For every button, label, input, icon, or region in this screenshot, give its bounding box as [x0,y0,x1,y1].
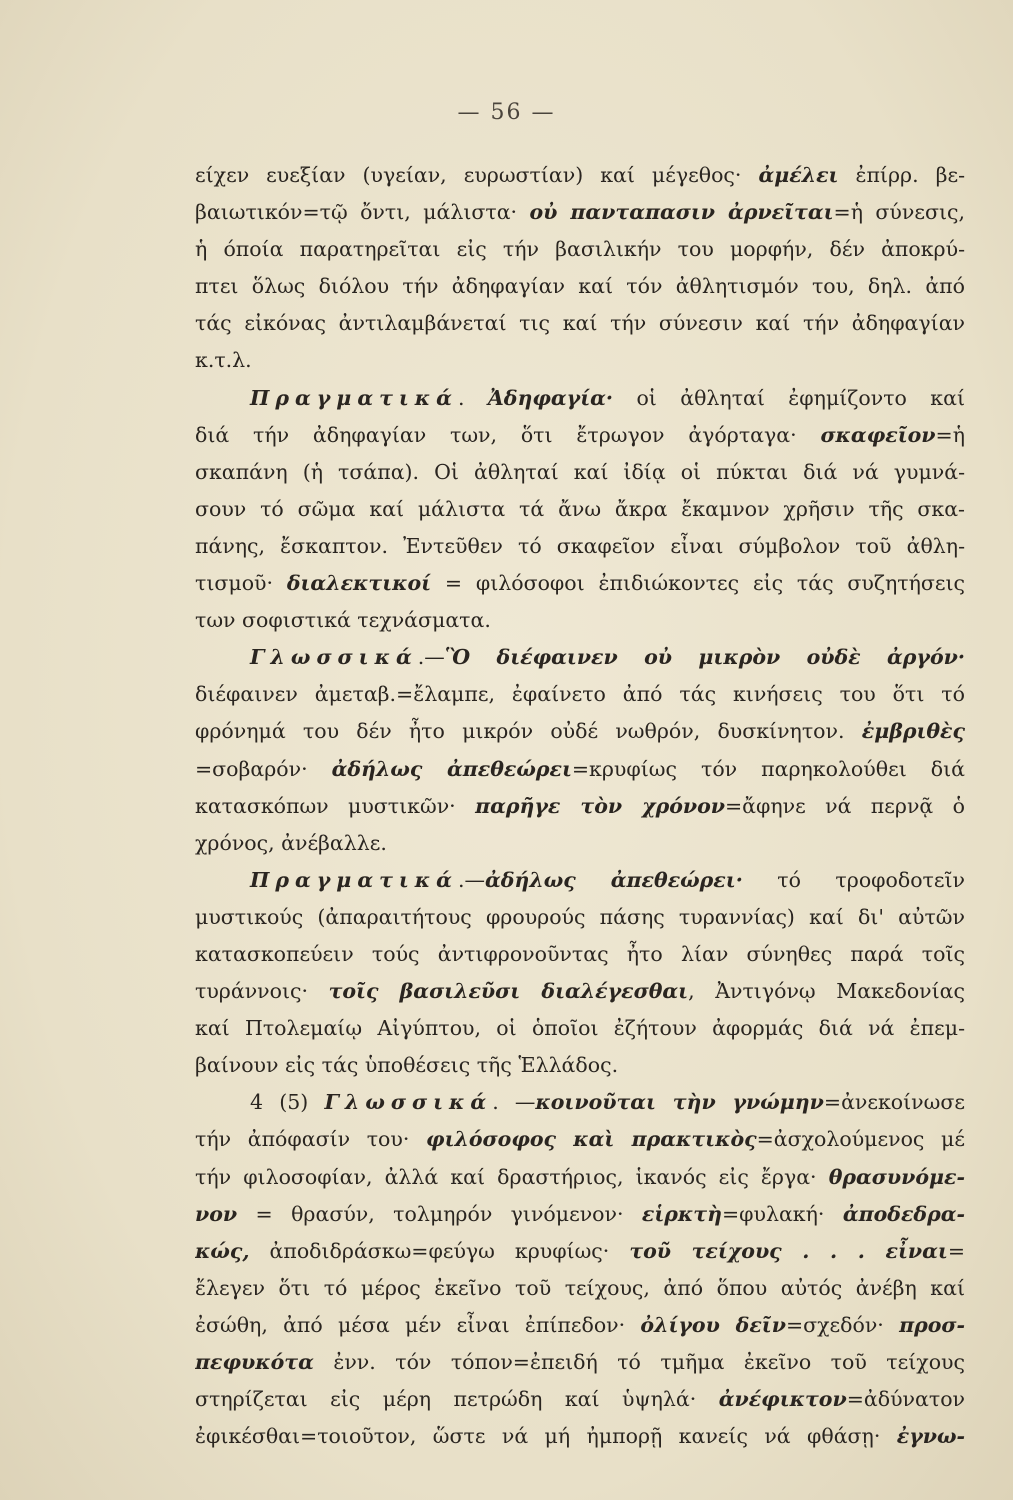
emphasis-term: διαλεκτικοί [286,571,432,596]
emphasis-term: θρασυνόμε- [828,1164,965,1189]
text-run: =φυλακή· [721,1201,843,1226]
text-line [195,973,965,1010]
emphasis-term: Ὃ διέφαινεν οὐ μικρὸν οὐδὲ ἀργόν· [444,645,965,670]
text-run: κ.τ.λ. [195,348,252,373]
text-run: καί Πτολεμαίῳ Αἰγύπτου, οἱ ὁποῖοι ἐζήτουν ἀφορμάς διά νά ἐπεμ- [195,1016,965,1041]
text-line [195,1010,965,1047]
text-line [195,1381,965,1418]
text-line [195,751,965,788]
text-run: = θρασύν, τολμηρόν γινόμενον· [237,1201,642,1226]
text-line [195,825,965,862]
emphasis-term: προσ- [899,1312,965,1337]
text-run: βαίνουν εἰς τάς ὑποθέσεις τῆς Ἑλλάδος. [195,1053,619,1078]
text-line [195,380,965,417]
text-run: ἡ όποία παρατηρεῖται εἰς τήν βασιλικήν του μορφήν, δέν ἀποκρύ- [195,237,965,262]
text-run: = [947,1238,965,1263]
emphasis-term: ἐμβριθὲς [861,719,965,744]
text-run: χρόνος, ἀνέβαλλε. [195,830,387,855]
text-run: . [457,385,488,410]
text-run: τάς εἰκόνας ἀντιλαμβάνεταί τις καί τήν σύνεσιν καί τήν ἀδηφαγίαν [195,311,965,336]
text-run: =ἡ [935,422,965,447]
emphasis-term: τοῖς βασιλεῦσι διαλέγεσθαι [328,979,689,1004]
text-run: βαιωτικόν=τῷ ὄντι, μάλιστα· [195,200,530,225]
text-run: τό τροφοδοτεῖν [742,867,965,892]
text-run: τισμοῦ· [195,571,287,596]
body-text [195,157,965,1455]
text-line [195,565,965,602]
text-run: μυστικούς (ἀπαραιτήτους φρουρούς πάσης τυραννίας) καί δι' αὐτῶν [195,904,965,929]
emphasis-term: ἀνέφικτον [718,1387,847,1412]
text-line [195,602,965,639]
text-run: πάνης, ἔσκαπτον. Ἐντεῦθεν τό σκαφεῖον εἶναι σύμβολον τοῦ ἀθλη- [195,533,965,558]
text-run: σουν τό σῶμα καί μάλιστα τά ἄνω ἄκρα ἔκαμνον χρῆσιν τῆς σκα- [195,496,965,521]
text-line [195,1196,965,1233]
text-run: .— [457,867,485,892]
emphasis-term: τοῦ τείχους . . . εἶναι [629,1238,948,1263]
emphasis-term: Γλωσσικά [324,1090,493,1115]
text-run: διά τήν ἀδηφαγίαν των, ὅτι ἔτρωγον ἀγόρταγα· [195,422,821,447]
text-line [195,342,965,379]
text-line [195,1233,965,1270]
text-run: . — [492,1090,536,1115]
text-line [195,639,965,676]
text-run: τυράννοις· [195,979,329,1004]
emphasis-term: ἐγνω- [896,1424,965,1449]
text-run: τήν ἀπόφασίν του· [195,1127,427,1152]
emphasis-term: παρῆγε τὸν χρόνον [475,793,725,818]
text-run: ἐσώθη, ἀπό μέσα μέν εἶναι ἐπίπεδον· [195,1312,641,1337]
emphasis-term: ἀμέλει [758,163,839,187]
text-line [195,1084,965,1121]
text-run: οἱ ἀθληταί ἐφημίζοντο καί [613,385,965,410]
text-run: στηρίζεται εἰς μέρη πετρώδη καί ὑψηλά· [195,1387,719,1412]
emphasis-term: ὀλίγου δεῖν [640,1312,786,1337]
text-line [195,1159,965,1196]
text-line [195,454,965,491]
emphasis-term: Πραγματικά [250,867,458,892]
emphasis-term: εἱρκτὴ [641,1201,722,1226]
text-line [195,1270,965,1307]
emphasis-term: κοινοῦται τὴν γνώμην [535,1090,824,1115]
text-run: πτει ὅλως διόλου τήν ἀδηφαγίαν καί τόν ἀθλητισμόν του, δηλ. ἀπό [195,274,965,299]
emphasis-term: Γλωσσικά [250,645,418,670]
text-line [195,417,965,454]
text-run: , Ἀντιγόνῳ Μακεδονίας [688,979,965,1004]
text-line [195,899,965,936]
text-run: των σοφιστικά τεχνάσματα. [195,608,491,633]
text-run: =ἀδύνατον [846,1387,965,1412]
text-run: διέφαινεν ἀμεταβ.=ἔλαμπε, ἐφαίνετο ἀπό τάς κινήσεις του ὅτι τό [195,682,965,707]
text-run: =ἡ σύνεσις, [833,200,965,225]
text-line [195,676,965,713]
text-run: =ἄφηνε νά περνᾷ ὁ [725,793,965,818]
text-run: σκαπάνη (ἡ τσάπα). Οἱ ἀθληταί καί ἰδίᾳ οἱ πύκται διά νά γυμνά- [195,459,965,484]
emphasis-term: κώς, [195,1238,250,1263]
emphasis-term: Πραγματικά [250,385,458,410]
text-line [195,305,965,342]
text-line [195,862,965,899]
emphasis-term: ἀποδεδρα- [842,1201,965,1226]
text-run: ἔλεγεν ὅτι τό μέρος ἐκεῖνο τοῦ τείχους, ἀπό ὅπου αὐτός ἀνέβη καί [195,1275,965,1300]
text-line [195,1307,965,1344]
text-line [195,713,965,750]
text-run: κατασκοπεύειν τούς ἀντιφρονοῦντας ἦτο λίαν σύνηθες παρά τοῖς [195,941,965,966]
text-run: =κρυφίως τόν παρηκολούθει διά [571,756,965,781]
emphasis-term: σκαφεῖον [820,422,936,447]
text-line [195,1047,965,1084]
text-line [195,1344,965,1381]
text-run: =σοβαρόν· [195,756,332,781]
text-run: ἐφικέσθαι=τοιοῦτον, ὥστε νά μή ἠμπορῇ κανείς νά φθάσῃ· [195,1424,897,1449]
text-run: φρόνημά του δέν ἦτο μικρόν οὐδέ νωθρόν, δυσκίνητον. [195,719,862,744]
text-run: ἐπίρρ. βε- [838,163,965,187]
text-run: ἀποδιδράσκω=φεύγω κρυφίως· [249,1238,630,1263]
text-line [195,528,965,565]
text-run: κατασκόπων μυστικῶν· [195,793,476,818]
text-line [195,936,965,973]
text-run: =σχεδόν· [785,1312,900,1337]
text-line [195,1418,965,1455]
emphasis-term: ἀδήλως ἀπεθεώρει [331,756,572,781]
text-run: = φιλόσοφοι ἐπιδιώκοντες εἰς τάς συζητήσεις [431,571,965,596]
text-line [195,1121,965,1158]
emphasis-term: ἀδήλως ἀπεθεώρει· [484,867,743,892]
emphasis-term: πεφυκότα [195,1350,314,1374]
text-run: είχεν ευεξίαν (υγείαν, ευρωστίαν) καί μέγεθος· [195,163,759,187]
emphasis-term: Ἀδηφαγία· [487,385,614,410]
page-number: — 56 — [457,100,556,125]
text-line [195,788,965,825]
text-run: =ἀσχολούμενος μέ [756,1127,965,1152]
text-line [195,231,965,268]
emphasis-term: φιλόσοφος καὶ πρακτικὸς [426,1127,757,1152]
text-run: 4 (5) [250,1090,325,1115]
text-line [195,194,965,231]
text-line [195,491,965,528]
text-line [195,268,965,305]
emphasis-term: νον [195,1201,238,1226]
text-run: τήν φιλοσοφίαν, ἀλλά καί δραστήριος, ἱκανός εἰς ἔργα· [195,1164,829,1189]
text-run: =ἀνεκοίνωσε [823,1090,965,1115]
emphasis-term: οὐ πανταπασιν ἀρνεῖται [529,200,834,225]
text-line [195,157,965,194]
text-run: .— [417,645,445,670]
text-run: ἐνν. τόν τόπον=ἐπειδή τό τμῆμα ἐκεῖνο τοῦ τείχους [313,1350,965,1374]
